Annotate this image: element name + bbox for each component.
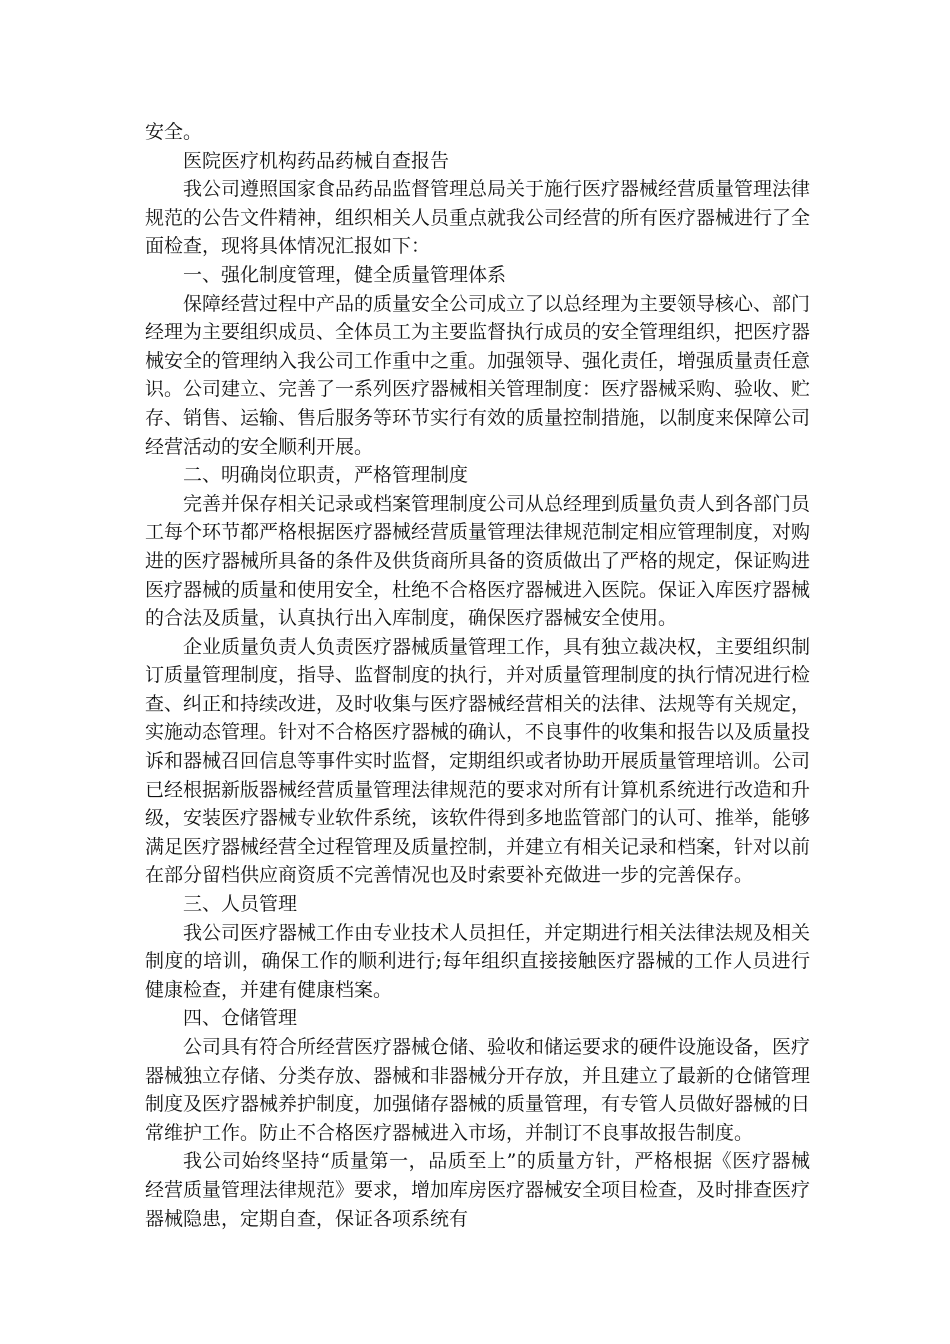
lead-text: 安全。 [145,121,203,143]
section-heading-1: 一、强化制度管理，健全质量管理体系 [183,263,507,286]
section-3-paragraph-1: 我公司医疗器械工作由专业技术人员担任，并定期进行相关法律法规及相关制度的培训，确保工作的顺利进行;每年组织直接接触医疗器械的工作人员进行健康检查，并建有健康档案。 [145,921,811,1001]
section-heading-3: 三、人员管理 [183,893,298,916]
section-heading-4: 四、仓储管理 [183,1007,298,1030]
section-2-paragraph-1: 完善并保存相关记录或档案管理制度公司从总经理到质量负责人到各部门员工每个环节都严格根据医疗器械经营质量管理法律规范制定相应管理制度，对购进的医疗器械所具备的条件及供货商所具备的资质做出了严格的规定，保证购进医疗器械的质量和使用安全，杜绝不合格医疗器械进入医院。保证入库医疗器械的合法及质量，认真执行出入库制度，确保医疗器械安全使用。 [145,492,811,630]
section-1-paragraph-1: 保障经营过程中产品的质量安全公司成立了以总经理为主要领导核心、部门经理为主要组织成员、全体员工为主要监督执行成员的安全管理组织，把医疗器械安全的管理纳入我公司工作重中之重。加强领导、强化责任，增强质量责任意识。公司建立、完善了一系列医疗器械相关管理制度：医疗器械采购、验收、贮存、销售、运输、售后服务等环节实行有效的质量控制措施，以制度来保障公司经营活动的安全顺利开展。 [145,292,811,458]
section-4-paragraph-1: 公司具有符合所经营医疗器械仓储、验收和储运要求的硬件设施设备，医疗器械独立存储、分类存放、器械和非器械分开存放，并且建立了最新的仓储管理制度及医疗器械养护制度，加强储存器械的质量管理，有专管人员做好器械的日常维护工作。防止不合格医疗器械进入市场，并制订不良事故报告制度。 [145,1036,811,1144]
section-4-paragraph-2: 我公司始终坚持“质量第一，品质至上”的质量方针，严格根据《医疗器械经营质量管理法律规范》要求，增加库房医疗器械安全项目检查，及时排查医疗器械隐患，定期自查，保证各项系统有 [145,1150,811,1230]
intro-paragraph: 我公司遵照国家食品药品监督管理总局关于施行医疗器械经营质量管理法律规范的公告文件精神，组织相关人员重点就我公司经营的所有医疗器械进行了全面检查，现将具体情况汇报如下： [145,178,811,258]
document-page [145,118,810,1233]
section-2-paragraph-2: 企业质量负责人负责医疗器械质量管理工作，具有独立裁决权，主要组织制订质量管理制度，指导、监督制度的执行，并对质量管理制度的执行情况进行检查、纠正和持续改进，及时收集与医疗器械经营相关的法律、法规等有关规定，实施动态管理。针对不合格医疗器械的确认，不良事件的收集和报告以及质量投诉和器械召回信息等事件实时监督，定期组织或者协助开展质量管理培训。公司已经根据新版器械经营质量管理法律规范的要求对所有计算机系统进行改造和升级，安装医疗器械专业软件系统，该软件得到多地监管部门的认可、推举，能够满足医疗器械经营全过程管理及质量控制，并建立有相关记录和档案，针对以前在部分留档供应商资质不完善情况也及时索要补充做进一步的完善保存。 [145,635,811,887]
section-heading-2: 二、明确岗位职责，严格管理制度 [183,464,469,487]
document-title: 医院医疗机构药品药械自查报告 [183,149,450,172]
